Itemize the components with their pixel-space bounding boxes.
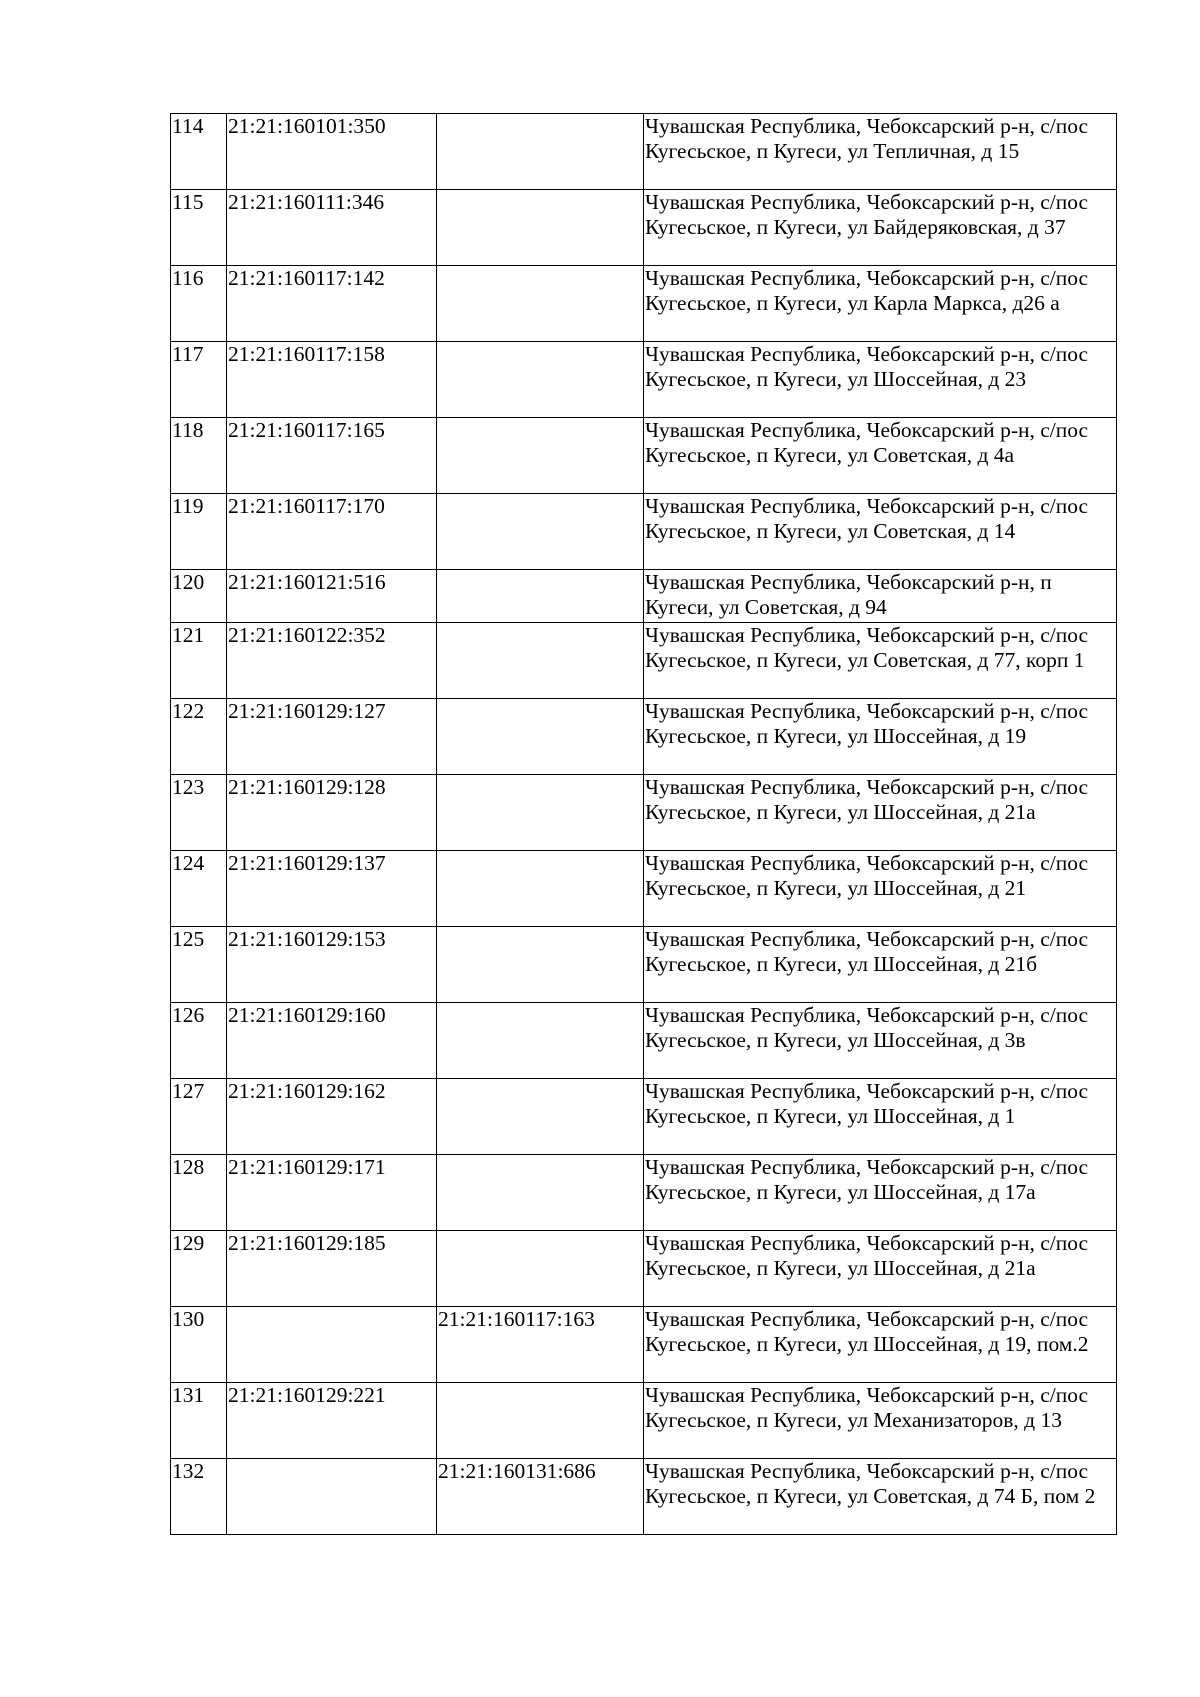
cadastral-number: 21:21:160101:350 [227,114,437,190]
address: Чувашская Республика, Чебоксарский р-н, с/пос Кугесьское, п Кугеси, ул Шоссейная, д 21а [644,775,1117,851]
row-number: 130 [171,1307,227,1383]
row-number: 128 [171,1155,227,1231]
row-number: 122 [171,699,227,775]
table-row [171,494,1117,570]
cadastral-number: 21:21:160121:516 [227,570,437,623]
table-row [171,1155,1117,1231]
address: Чувашская Республика, Чебоксарский р-н, с/пос Кугесьское, п Кугеси, ул Советская, д 77, корп 1 [644,623,1117,699]
table-row [171,775,1117,851]
address: Чувашская Республика, Чебоксарский р-н, с/пос Кугесьское, п Кугеси, ул Шоссейная, д 21 [644,851,1117,927]
row-number: 115 [171,190,227,266]
address: Чувашская Республика, Чебоксарский р-н, с/пос Кугесьское, п Кугеси, ул Советская, д 14 [644,494,1117,570]
cadastral-number [227,1307,437,1383]
cadastral-number-alt [437,623,644,699]
row-number: 120 [171,570,227,623]
cadastral-number: 21:21:160129:221 [227,1383,437,1459]
cadastral-number-alt [437,494,644,570]
cadastral-number-alt [437,190,644,266]
address: Чувашская Республика, Чебоксарский р-н, с/пос Кугесьское, п Кугеси, ул Тепличная, д 15 [644,114,1117,190]
table-row [171,927,1117,1003]
address: Чувашская Республика, Чебоксарский р-н, с/пос Кугесьское, п Кугеси, ул Шоссейная, д 23 [644,342,1117,418]
cadastral-number: 21:21:160117:170 [227,494,437,570]
address: Чувашская Республика, Чебоксарский р-н, с/пос Кугесьское, п Кугеси, ул Шоссейная, д 1 [644,1079,1117,1155]
table-row [171,699,1117,775]
address: Чувашская Республика, Чебоксарский р-н, с/пос Кугесьское, п Кугеси, ул Механизаторов, д 13 [644,1383,1117,1459]
cadastral-number: 21:21:160129:153 [227,927,437,1003]
row-number: 125 [171,927,227,1003]
table-row [171,1459,1117,1535]
cadastral-number-alt [437,114,644,190]
cadastral-number: 21:21:160122:352 [227,623,437,699]
address: Чувашская Республика, Чебоксарский р-н, с/пос Кугесьское, п Кугеси, ул Шоссейная, д 21а [644,1231,1117,1307]
cadastral-number-alt: 21:21:160117:163 [437,1307,644,1383]
cadastral-number: 21:21:160129:137 [227,851,437,927]
cadastral-number-alt: 21:21:160131:686 [437,1459,644,1535]
cadastral-number-alt [437,1079,644,1155]
row-number: 129 [171,1231,227,1307]
address: Чувашская Республика, Чебоксарский р-н, с/пос Кугесьское, п Кугеси, ул Шоссейная, д 3в [644,1003,1117,1079]
address: Чувашская Республика, Чебоксарский р-н, п Кугеси, ул Советская, д 94 [644,570,1117,623]
row-number: 123 [171,775,227,851]
address: Чувашская Республика, Чебоксарский р-н, с/пос Кугесьское, п Кугеси, ул Шоссейная, д 19, пом.2 [644,1307,1117,1383]
table-row [171,851,1117,927]
cadastral-number: 21:21:160129:185 [227,1231,437,1307]
table-row [171,342,1117,418]
row-number: 126 [171,1003,227,1079]
address: Чувашская Республика, Чебоксарский р-н, с/пос Кугесьское, п Кугеси, ул Советская, д 4а [644,418,1117,494]
cadastral-number-alt [437,1155,644,1231]
cadastral-number: 21:21:160117:165 [227,418,437,494]
cadastral-number-alt [437,418,644,494]
address: Чувашская Республика, Чебоксарский р-н, с/пос Кугесьское, п Кугеси, ул Шоссейная, д 21б [644,927,1117,1003]
registry-table [170,113,1117,1535]
row-number: 124 [171,851,227,927]
table-row [171,114,1117,190]
table-row [171,1307,1117,1383]
table-row [171,1079,1117,1155]
cadastral-number-alt [437,1231,644,1307]
cadastral-number-alt [437,266,644,342]
cadastral-number [227,1459,437,1535]
table-row [171,418,1117,494]
row-number: 114 [171,114,227,190]
row-number: 116 [171,266,227,342]
cadastral-number-alt [437,927,644,1003]
cadastral-number-alt [437,775,644,851]
cadastral-number: 21:21:160129:160 [227,1003,437,1079]
cadastral-number: 21:21:160129:127 [227,699,437,775]
address: Чувашская Республика, Чебоксарский р-н, с/пос Кугесьское, п Кугеси, ул Байдеряковская, д 37 [644,190,1117,266]
table-row [171,570,1117,623]
table-row [171,266,1117,342]
cadastral-number-alt [437,1383,644,1459]
cadastral-number-alt [437,851,644,927]
address: Чувашская Республика, Чебоксарский р-н, с/пос Кугесьское, п Кугеси, ул Шоссейная, д 19 [644,699,1117,775]
cadastral-number: 21:21:160117:142 [227,266,437,342]
table-row [171,1383,1117,1459]
cadastral-number: 21:21:160117:158 [227,342,437,418]
table-row [171,1231,1117,1307]
address: Чувашская Республика, Чебоксарский р-н, с/пос Кугесьское, п Кугеси, ул Советская, д 74 Б, пом 2 [644,1459,1117,1535]
cadastral-number: 21:21:160129:128 [227,775,437,851]
address: Чувашская Республика, Чебоксарский р-н, с/пос Кугесьское, п Кугеси, ул Шоссейная, д 17а [644,1155,1117,1231]
cadastral-number-alt [437,570,644,623]
table-row [171,1003,1117,1079]
address: Чувашская Республика, Чебоксарский р-н, с/пос Кугесьское, п Кугеси, ул Карла Маркса, д26 а [644,266,1117,342]
row-number: 132 [171,1459,227,1535]
row-number: 131 [171,1383,227,1459]
cadastral-number: 21:21:160129:171 [227,1155,437,1231]
row-number: 119 [171,494,227,570]
cadastral-number: 21:21:160129:162 [227,1079,437,1155]
table-row [171,623,1117,699]
cadastral-number: 21:21:160111:346 [227,190,437,266]
cadastral-number-alt [437,342,644,418]
cadastral-number-alt [437,1003,644,1079]
cadastral-number-alt [437,699,644,775]
row-number: 117 [171,342,227,418]
table-row [171,190,1117,266]
row-number: 118 [171,418,227,494]
row-number: 127 [171,1079,227,1155]
row-number: 121 [171,623,227,699]
